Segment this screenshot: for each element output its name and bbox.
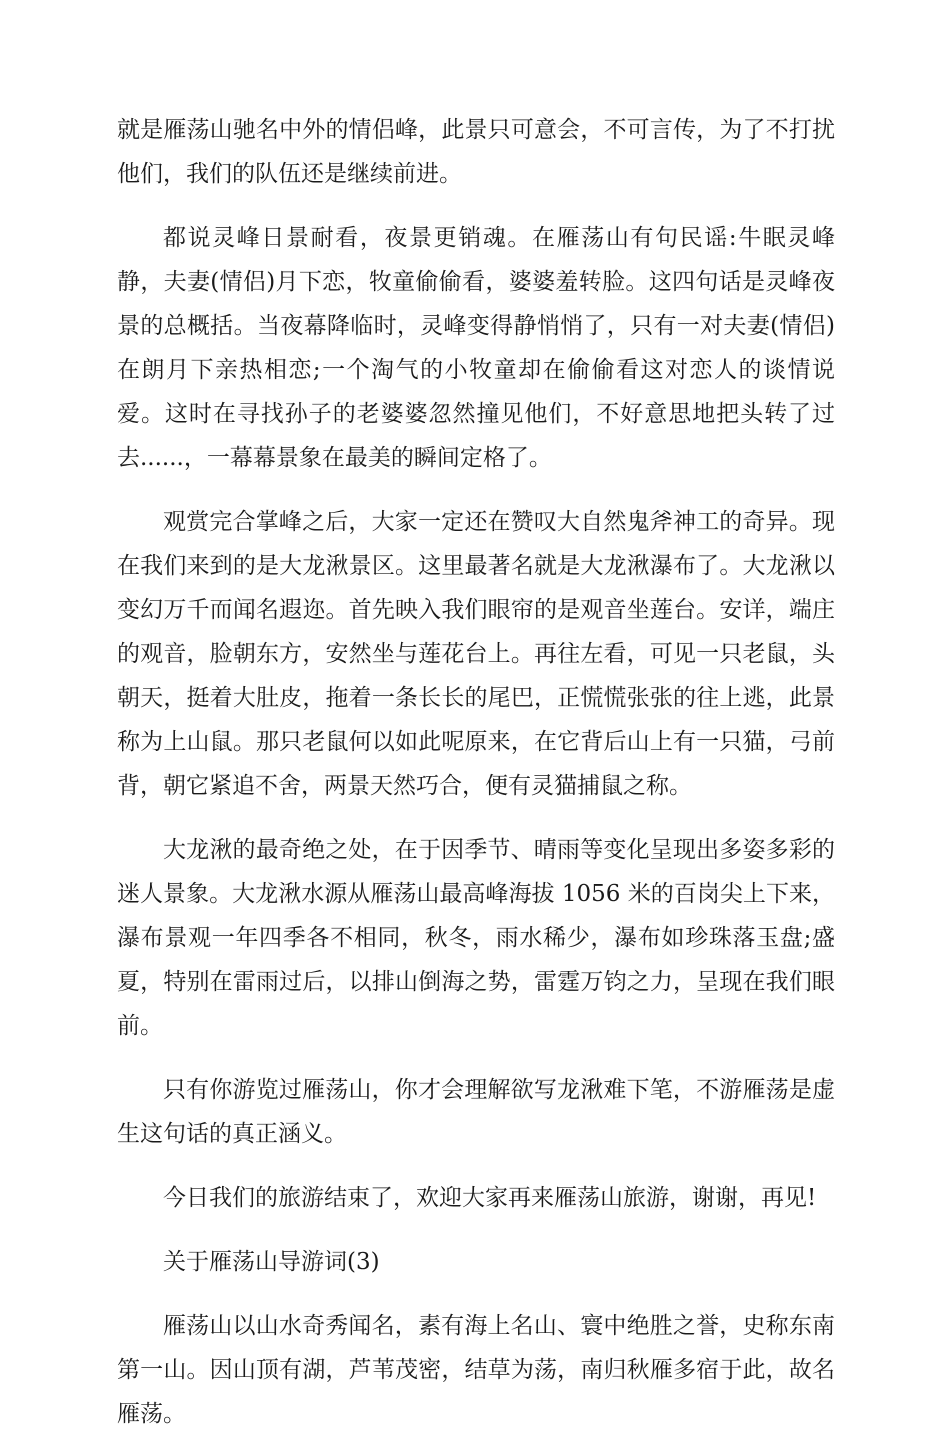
paragraph-continued: 就是雁荡山驰名中外的情侣峰，此景只可意会，不可言传，为了不打扰他们，我们的队伍还是继续前进。: [117, 117, 835, 187]
paragraph-dalongqiu-area: 观赏完合掌峰之后，大家一定还在赞叹大自然鬼斧神工的奇异。现在我们来到的是大龙湫景区。这里最著名就是大龙湫瀑布了。大龙湫以变幻万千而闻名遐迩。首先映入我们眼帘的是观音坐莲台。安详，端庄的观音，脸朝东方，安然坐与莲花台上。再往左看，可见一只老鼠，头朝天，挺着大肚皮，拖着一条长长的尾巴，正慌慌张张的往上逃，此景称为上山鼠。那只老鼠何以如此呢原来，在它背后山上有一只猫，弓前背，朝它紧追不舍，两景天然巧合，便有灵猫捕鼠之称。: [117, 509, 835, 799]
paragraph-conclusion: 只有你游览过雁荡山，你才会理解欲写龙湫难下笔，不游雁荡是虚生这句话的真正涵义。: [117, 1077, 835, 1147]
paragraph-dalongqiu-waterfall: 大龙湫的最奇绝之处，在于因季节、晴雨等变化呈现出多姿多彩的迷人景象。大龙湫水源从雁荡山最高峰海拔 1056 米的百岗尖上下来，瀑布景观一年四季各不相同，秋冬，雨水稀少，瀑布如珍珠落玉盘;盛夏，特别在雷雨过后，以排山倒海之势，雷霆万钧之力，呈现在我们眼前。: [117, 837, 835, 1039]
paragraph-lingfeng-night: 都说灵峰日景耐看，夜景更销魂。在雁荡山有句民谣:牛眠灵峰静，夫妻(情侣)月下恋，牧童偷偷看，婆婆羞转脸。这四句话是灵峰夜景的总概括。当夜幕降临时，灵峰变得静悄悄了，只有一对夫妻(情侣)在朗月下亲热相恋;一个淘气的小牧童却在偷偷看这对恋人的谈情说爱。这时在寻找孙子的老婆婆忽然撞见他们，不好意思地把头转了过去......，一幕幕景象在最美的瞬间定格了。: [117, 225, 835, 471]
paragraph-intro: 雁荡山以山水奇秀闻名，素有海上名山、寰中绝胜之誉，史称东南第一山。因山顶有湖，芦苇茂密，结草为荡，南归秋雁多宿于此，故名雁荡。: [117, 1313, 835, 1427]
document-page: [117, 108, 835, 1456]
paragraph-farewell: 今日我们的旅游结束了，欢迎大家再来雁荡山旅游，谢谢，再见!: [163, 1185, 817, 1211]
section-heading: 关于雁荡山导游词(3): [163, 1249, 380, 1275]
